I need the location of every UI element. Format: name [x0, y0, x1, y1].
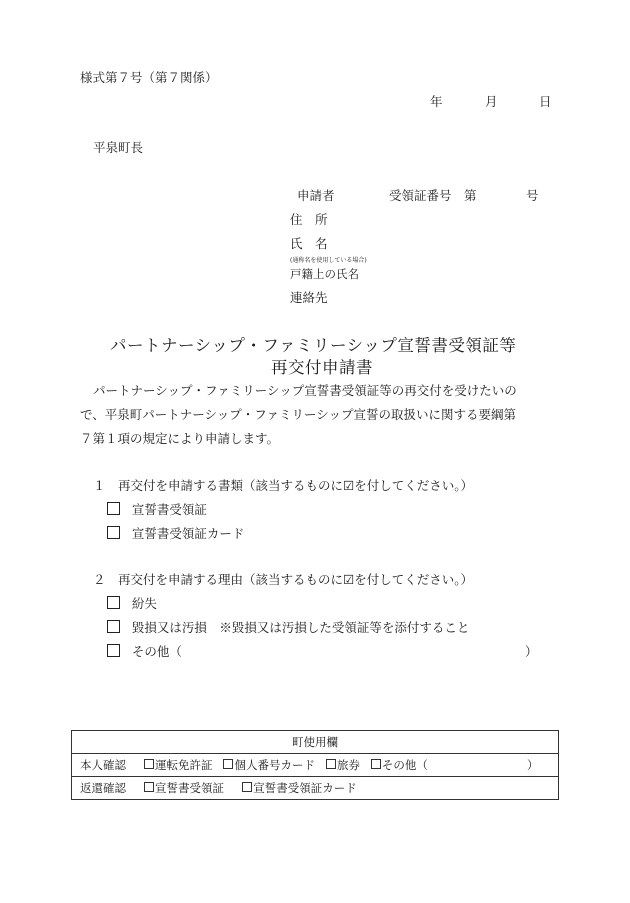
- name-label: 氏 名: [290, 236, 328, 251]
- option-label: 宣誓書受領証カード: [253, 781, 357, 795]
- office-use-header: 町使用欄: [72, 731, 559, 754]
- checkbox[interactable]: [107, 526, 120, 539]
- checkbox[interactable]: [242, 782, 252, 792]
- office-use-table: [71, 730, 559, 800]
- section2-option-other[interactable]: [107, 642, 182, 660]
- section2-option-lost[interactable]: [107, 594, 157, 612]
- date-year-label: 年: [430, 94, 443, 109]
- address-label: 住 所: [290, 212, 328, 227]
- section1-option-card[interactable]: [107, 524, 244, 542]
- checkbox[interactable]: [107, 502, 120, 515]
- option-label: 旅券: [336, 758, 360, 772]
- option-label: 紛失: [131, 596, 157, 611]
- body-text-line3: ７第１項の規定により申請します。: [80, 431, 280, 446]
- option-label: 宣誓書受領証: [155, 781, 224, 795]
- date-day-label: 日: [539, 94, 552, 109]
- option-label: 宣誓書受領証: [131, 502, 207, 517]
- identity-close-paren: ）: [527, 758, 539, 772]
- contact-label: 連絡先: [290, 290, 328, 305]
- option-label: その他（: [131, 644, 182, 659]
- other-close-paren: ）: [525, 644, 538, 659]
- checkbox[interactable]: [107, 620, 120, 633]
- section2-option-damaged[interactable]: [107, 618, 469, 636]
- identity-check-label: 本人確認: [72, 754, 139, 777]
- section1-option-certificate[interactable]: [107, 500, 207, 518]
- checkbox[interactable]: [144, 759, 154, 769]
- body-text-line1: パートナーシップ・ファミリーシップ宣誓書受領証等の再交付を受けたいの: [93, 383, 517, 398]
- alias-note: (通称名を使用している場合): [290, 257, 367, 264]
- section1-heading: １ 再交付を申請する書類（該当するものに☑を付してください。）: [93, 478, 473, 493]
- addressee: 平泉町長: [93, 140, 144, 155]
- family-name-label: 戸籍上の氏名: [290, 267, 359, 281]
- form-number: 様式第７号（第７関係）: [80, 70, 218, 85]
- cert-number-label: 受領証番号 第: [389, 188, 477, 203]
- option-label: 毀損又は汚損 ※毀損又は汚損した受領証等を添付すること: [131, 620, 470, 635]
- option-label: 宣誓書受領証カード: [131, 526, 245, 541]
- section2-heading: ２ 再交付を申請する理由（該当するものに☑を付してください。）: [93, 572, 473, 587]
- return-check-options: [138, 777, 559, 800]
- return-check-label: 返還確認: [72, 777, 139, 800]
- checkbox[interactable]: [144, 782, 154, 792]
- checkbox[interactable]: [107, 596, 120, 609]
- page-title-line2: 再交付申請書: [271, 358, 373, 377]
- page-title-line1: パートナーシップ・ファミリーシップ宣誓書受領証等: [110, 336, 517, 355]
- checkbox[interactable]: [107, 644, 120, 657]
- applicant-label: 申請者: [297, 188, 335, 203]
- checkbox[interactable]: [371, 759, 381, 769]
- checkbox[interactable]: [326, 759, 336, 769]
- body-text-line2: で、平泉町パートナーシップ・ファミリーシップ宣誓の取扱いに関する要綱第: [80, 407, 517, 422]
- option-label: その他（: [381, 758, 428, 772]
- option-label: 運転免許証: [155, 758, 213, 772]
- option-label: 個人番号カード: [234, 758, 315, 772]
- checkbox[interactable]: [223, 759, 233, 769]
- cert-number-suffix: 号: [526, 188, 539, 203]
- identity-check-options: [138, 754, 559, 777]
- date-month-label: 月: [485, 94, 498, 109]
